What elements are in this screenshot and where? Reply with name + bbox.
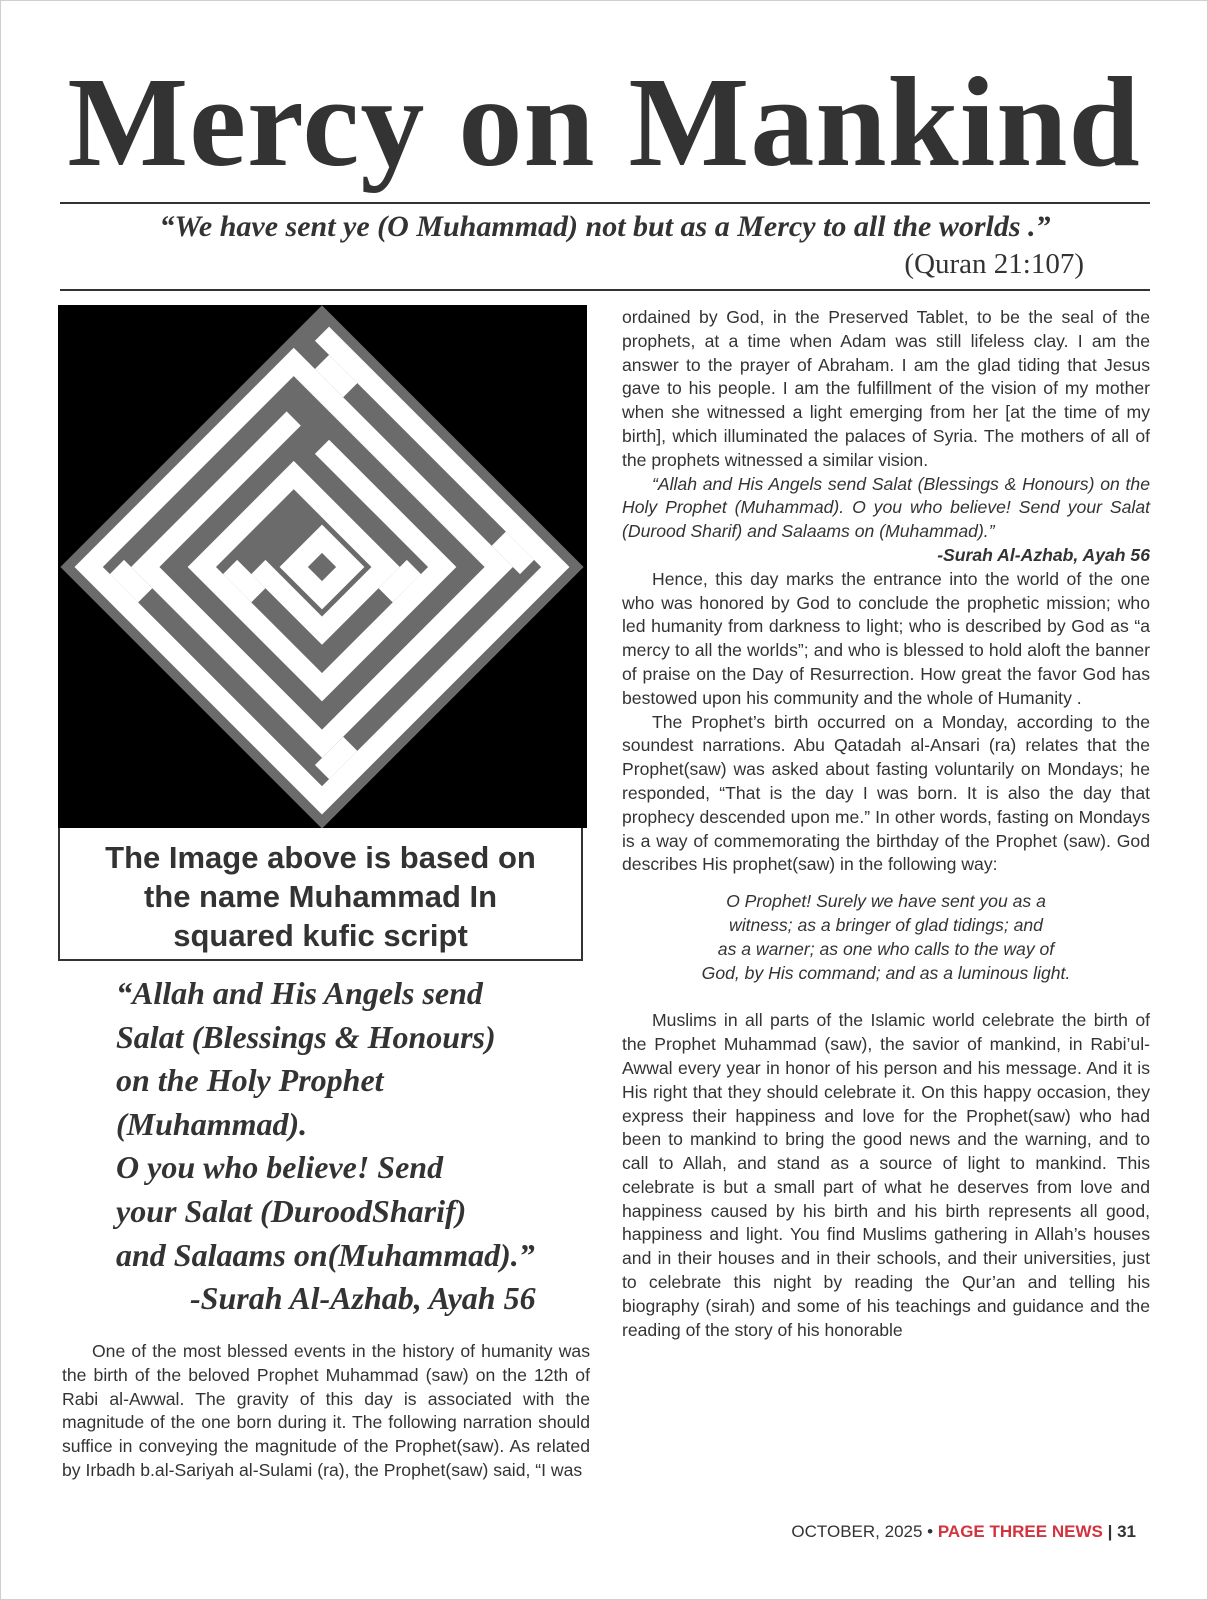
quote-line: witness; as a bringer of glad tidings; and (729, 914, 1043, 935)
image-caption (58, 828, 583, 961)
quote-line: (Muhammad). (116, 1105, 308, 1142)
pull-quote (116, 972, 586, 1321)
footer-publication: PAGE THREE NEWS (937, 1522, 1103, 1541)
paragraph: The Prophet’s birth occurred on a Monday, according to the soundest narrations. Abu Qatadah al-Ansari (ra) relates that the Prophet(saw) was asked about fasting voluntarily on Mondays; he responded, “That is the day I was born. It is also the day that prophecy descended upon me.” In other words, fasting on Mondays is a way of commemorating the birthday of the Prophet (saw). God describes His prophet(saw) in the following way: (622, 711, 1150, 875)
quote-line: Salat (Blessings & Honours) (116, 1018, 496, 1055)
paragraph: Hence, this day marks the entrance into the world of the one who was honored by God to conclude the prophetic mission; who led humanity from darkness to light; who is described by God as “a mercy to all the worlds”; and who is blessed to hold aloft the banner of praise on the Day of Resurrection. How great the favor God has bestowed upon his community and the whole of Humanity . (622, 568, 1150, 708)
page-title: Mercy on Mankind (67, 51, 1141, 193)
paragraph: ordained by God, in the Preserved Tablet, to be the seal of the prophets, at a time when Adam was still lifeless clay. I am the answer to the prayer of Abraham. I am the glad tiding that Jesus gave to his people. I am the fulfillment of the vision of my mother when she witnessed a light emerging from her [at the time of my birth], which illuminated the palaces of Syria. The mothers of all of the prophets witnessed a similar vision. (622, 307, 1150, 470)
kufic-calligraphy-image (58, 305, 587, 828)
caption-line: squared kufic script (173, 918, 468, 953)
paragraph: Muslims in all parts of the Islamic world celebrate the birth of the Prophet Muhammad (saw), the savior of mankind, in Rabi’ul-Awwal every year in honor of his person and his message. And it is His right that they should celebrate it. On this happy occasion, they express their happiness and love for the Prophet(saw) who had been to mankind to bring the good news and the warning, and to call to Allah, and stand as a source of light to mankind. This celebrate is but a small part of what he deserves from love and happiness caused by his birth and his birth represents all good, happiness and light. You find Muslims gathering in Allah’s houses and in their houses and in their schools, and their universities, just to celebrate this night by reading the Qur’an and telling his biography (sirah) and some of his teachings and guidance and the reading of the story of his honorable (622, 1010, 1150, 1340)
caption-line: the name Muhammad In (143, 879, 498, 914)
quote-line: God, by His command; and as a luminous light. (701, 962, 1071, 983)
quote-line: your Salat (DuroodSharif) (116, 1192, 467, 1229)
quote-line: O you who believe! Send (116, 1149, 444, 1186)
caption-line: The Image above is based on (105, 840, 536, 875)
inline-quote-reference: -Surah Al-Azhab, Ayah 56 (937, 544, 1150, 565)
quote-line: as a warner; as one who calls to the way of (717, 938, 1055, 959)
quote-reference: -Surah Al-Azhab, Ayah 56 (190, 1280, 536, 1317)
page-footer (791, 1522, 1136, 1542)
left-column-body (62, 1340, 590, 1483)
inline-quote: “Allah and His Angels send Salat (Blessings & Honours) on the Holy Prophet (Muhammad). O you who believe! Send your Salat (Durood Sharif) and Salaams on (Muhammad).” (622, 473, 1150, 542)
quote-line: and Salaams on(Muhammad).” (116, 1236, 535, 1273)
centered-quote (622, 890, 1150, 985)
page-number: 31 (1117, 1522, 1136, 1541)
header-verse: “We have sent ye (O Muhammad) not but as a Mercy to all the worlds .” (159, 210, 1051, 243)
divider (60, 289, 1150, 291)
quote-line: O Prophet! Surely we have sent you as a (726, 891, 1046, 912)
footer-date: OCTOBER, 2025 • (791, 1522, 934, 1541)
quote-line: on the Holy Prophet (116, 1062, 384, 1099)
quote-line: “Allah and His Angels send (116, 975, 483, 1011)
divider (60, 202, 1150, 204)
footer-separator: | (1107, 1522, 1113, 1541)
verse-citation: (Quran 21:107) (904, 248, 1084, 280)
paragraph: One of the most blessed events in the history of humanity was the birth of the beloved Prophet Muhammad (saw) on the 12th of Rabi al-Awwal. The gravity of this day is associated with the magnitude of the one born during it. The following narration should suffice in conveying the magnitude of the Prophet(saw). As related by Irbadh b.al-Sariyah al-Sulami (ra), the Prophet(saw) said, “I was (62, 1341, 590, 1480)
right-column-body (622, 306, 1150, 1342)
